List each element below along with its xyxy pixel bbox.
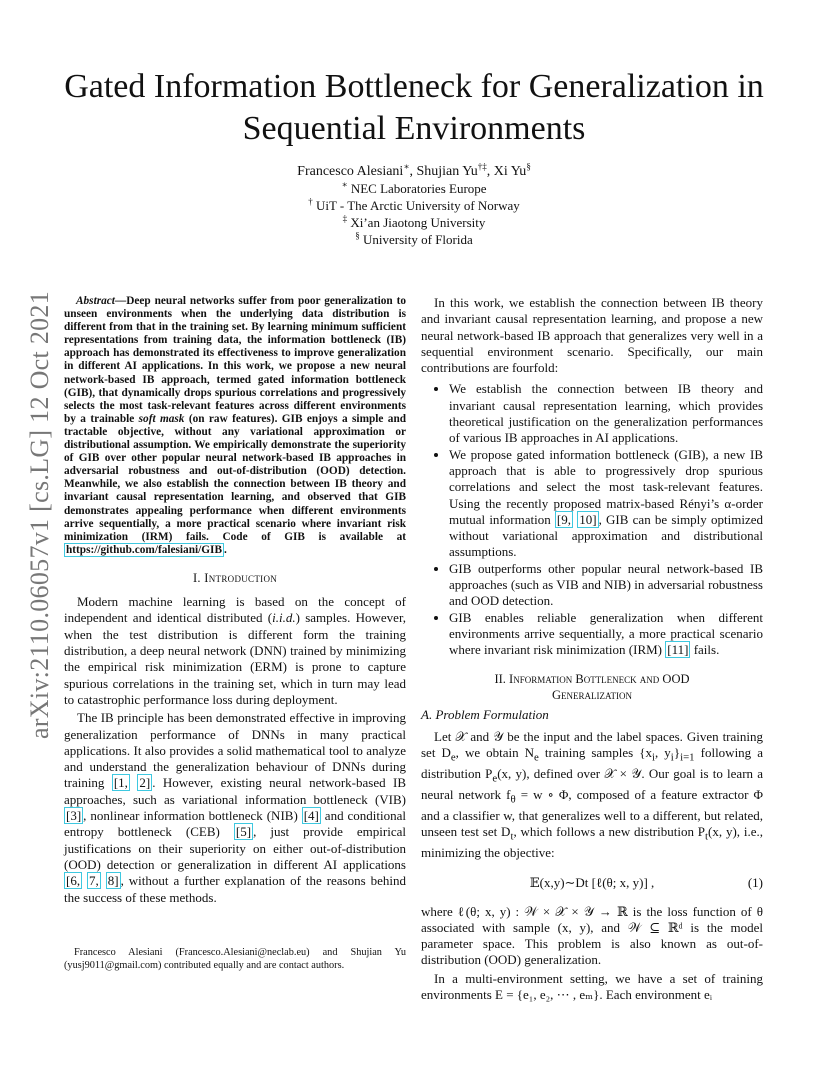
intro-p2-text-b: . However, existing neural network-based IB approaches, such as variational information bottleneck (VIB) [64, 775, 406, 807]
intro-iid: i.i.d. [272, 610, 296, 626]
citation-2[interactable]: 2] [139, 775, 151, 791]
github-link[interactable]: https://github.com/falesiani/GIB [66, 543, 222, 556]
author-3: Xi Yu [493, 164, 527, 179]
right-paragraph-1: In this work, we establish the connection between IB theory and invariant causal representation learning, and propose a new neural network-based IB approach that generalizes very well in a sequential environment scenario. Specifically, our main contributions are fourfold: [421, 295, 763, 376]
author-1-mark: ∗ [403, 161, 410, 172]
intro-paragraph-2 [64, 710, 406, 906]
paper-title: Gated Information Bottleneck for Generalization in Sequential Environments [64, 68, 764, 147]
affiliation-3 [60, 214, 768, 231]
affiliation-4-name: University of Florida [362, 232, 473, 247]
intro-paragraph-1 [64, 594, 406, 708]
loss-paragraph: where ℓ(θ; x, y) : 𝒲 × 𝒳 × 𝒴 → ℝ is the loss function of θ associated with sample (x, y), and 𝒲 ⊆ ℝᵈ is the model parameter space. This problem is also known as out-of-distribution (OOD) generalization. [421, 903, 763, 968]
equation-1-number: (1) [747, 875, 763, 891]
section-1-number: I. [192, 570, 205, 585]
problem-paragraph: Let 𝒳 and 𝒴 be the input and the label spaces. Given training set $D_e$, we obtain $N_e$ training samples {$x_i$, $y_i\}_{i=1}$ following a distribution $P_e(x$, y), defined over 𝒳 × 𝒴. Our goal is to learn a neural network $f_\theta = w$ ∘ Φ, composed of a feature extractor Φ and a classifier w, that generalizes well to a different, but related, unseen test set $D_t$, which follows a new distribution $P_t(x$, y), i.e., minimizing the objective: [421, 728, 763, 860]
affiliation-1-mark: ∗ [341, 179, 348, 190]
problem-text-f: (x, y), defined over 𝒳 × 𝒴. Our goal is to learn a neural network f [421, 766, 763, 802]
problem-text-g: = w ∘ Φ, composed of a feature extractor Φ and a classifier w, that generalizes well to a different, but related, unseen test set D [421, 786, 763, 840]
contribution-2 [449, 447, 763, 561]
citation-4[interactable]: [4] [303, 808, 319, 824]
citation-9[interactable]: [9, [556, 511, 572, 527]
abstract [64, 295, 406, 557]
problem-text-b: , we obtain N [455, 745, 535, 761]
contribution-3: • GIB outperforms other popular neural network-based IB approaches (such as VIB and NIB) in adversarial robustness and OOD detection. [449, 561, 763, 610]
left-column [64, 295, 406, 908]
intro-p2-text-f: , without a further explanation of the reasons behind the success of these methods. [64, 873, 407, 905]
author-list: Francesco Alesiani∗, Shujian Yu†‡, Xi Yu§ [297, 161, 531, 179]
arxiv-stamp [20, 280, 60, 750]
problem-text-c: training samples {x [538, 745, 652, 761]
affiliation-1-name: NEC Laboratories Europe [350, 181, 487, 196]
abstract-lead: Abstract [76, 295, 115, 307]
problem-text-a: Let 𝒳 and 𝒴 be the input and the label spaces. Given training set D [421, 728, 763, 761]
intro-p2-text-a: The IB principle has been demonstrated effective in improving generalization performance of DNNs in many practical applications. It also provides a solid mathematical tool to analyze and understand the generalization behaviour of DNNs during training [64, 710, 406, 791]
equation-1 [421, 875, 763, 891]
citation-1[interactable]: [1, [113, 775, 128, 791]
affiliation-1 [60, 180, 768, 197]
problem-text-i: (x, y), i.e., minimizing the objective: [421, 824, 763, 860]
contribution-2-text-b: , GIB can be simply optimized without variational approximation and distributional assumptions. [449, 511, 763, 560]
section-2-title-line-2: Generalization [551, 687, 632, 702]
affiliation-4 [60, 231, 768, 248]
affiliation-2-name: UiT - The Arctic University of Norway [315, 198, 520, 213]
abstract-text-1: —Deep neural networks suffer from poor generalization to unseen environments when the underlying data distribution is different from that in the training set. By learning minimum sufficient representations from training data, the information bottleneck (IB) approach has demonstrated its effectiveness to improve generalization in different AI applications. In this work, we propose a new neural network-based IB approach, termed gated information bottleneck (GIB), that dynamically drops spurious correlations and progressively selects the most task-relevant features across different environments by a trainable [64, 295, 406, 425]
problem-text-e: following a distribution P [421, 745, 763, 782]
abstract-end: . [223, 543, 227, 556]
affiliation-3-name: Xi’an Jiaotong University [350, 215, 486, 230]
section-2-title-line-1: II. Information Bottleneck and OOD [494, 671, 690, 686]
citation-10[interactable]: 10] [579, 511, 597, 527]
right-column [421, 295, 763, 1005]
contribution-list [421, 381, 763, 658]
abstract-text-2: (on raw features). GIB enjoys a simple and tractable objective, without any variational approximation or distributional assumption. We empirically demonstrate the superiority of GIB over other popular neural network-based IB approaches in adversarial robustness and out-of-distribution (OOD) detection. Meanwhile, we also establish the connection between IB theory and invariant causal representation learning, and observed that GIB demonstrates appealing performance when different environments arrive sequentially, a more practical scenario where invariant risk minimization (IRM) fails. Code of GIB is available at [64, 412, 407, 543]
intro-p2-text-c: , nonlinear information bottleneck (NIB) [83, 808, 302, 824]
citation-6[interactable]: [6, [66, 873, 81, 889]
intro-p2-text-e: , just provide empirical justifications on their superiority on either out-of-distribution (OOD) detection or generalization in different AI applications [64, 824, 406, 872]
intro-p2-text-d: and conditional entropy bottleneck (CEB) [64, 808, 406, 840]
multi-env-paragraph: In a multi-environment setting, we have a set of training environments E = {e₁, e₂, ⋯ , eₘ}. Each environment eᵢ [421, 970, 763, 1003]
citation-5[interactable]: [5] [235, 824, 252, 840]
citation-3[interactable]: [3] [66, 808, 82, 824]
section-1-heading [64, 570, 406, 586]
citation-8[interactable]: 8] [107, 873, 119, 889]
intro-p1-text-a: Modern machine learning is based on the concept of independent and identical distributed ( [64, 594, 406, 626]
citation-11[interactable]: [11] [667, 642, 689, 658]
problem-text-h: , which follows a new distribution P [513, 824, 706, 840]
section-1-title: Introduction [204, 570, 278, 585]
footnote: Francesco Alesiani (Francesco.Alesiani@neclab.eu) and Shujian Yu (yusj9011@gmail.com) contributed equally and are contact authors. [64, 947, 406, 971]
citation-7[interactable]: 7, [89, 873, 99, 889]
section-2-heading [421, 671, 763, 703]
author-3-mark: § [526, 161, 531, 172]
contribution-4 [449, 610, 763, 659]
problem-text-d: } [673, 745, 681, 761]
author-2: Shujian Yu [416, 164, 478, 179]
intro-p1-text-b: ) samples. However, when the test distribution is different form the training distribution, a deep neural network (DNN) trained by minimizing the empirical risk minimization (ERM) is prone to capture spurious correlations in the training set, which in turn may lead to catastrophic performance loss during deployment. [64, 610, 407, 707]
arxiv-stamp-text: arXiv:2110.06057v1 [cs.LG] 12 Oct 2021 [25, 290, 54, 740]
affiliation-2-mark: † [308, 196, 313, 207]
contribution-4-text-b: fails. [690, 642, 720, 658]
affiliation-3-mark: ‡ [342, 213, 348, 224]
author-1: Francesco Alesiani [297, 164, 404, 179]
affiliation-4-mark: § [355, 230, 360, 241]
contribution-2-text-a: We propose gated information bottleneck (GIB), a new IB approach that is able to progressively drop spurious correlations and select the most task-relevant features. Using the recently proposed matrix-based Rényi’s α-order mutual information [449, 446, 763, 527]
contribution-1: • We establish the connection between IB theory and invariant causal representation learning, which provides theoretical justification on the generalization performances of various IB approaches in AI applications. [449, 381, 763, 446]
author-2-mark: †‡ [477, 161, 487, 172]
affiliations [60, 180, 768, 248]
affiliation-2 [60, 197, 768, 214]
contribution-4-text-a: GIB enables reliable generalization when different environments arrive sequentially, a more practical scenario where invariant risk minimization (IRM) [449, 609, 763, 658]
equation-1-body: 𝔼(x,y)∼Dt [ℓ(θ; x, y)] , [529, 875, 655, 891]
subsection-a-heading: A. Problem Formulation [421, 706, 549, 722]
abstract-soft-mask: soft mask [138, 412, 185, 425]
